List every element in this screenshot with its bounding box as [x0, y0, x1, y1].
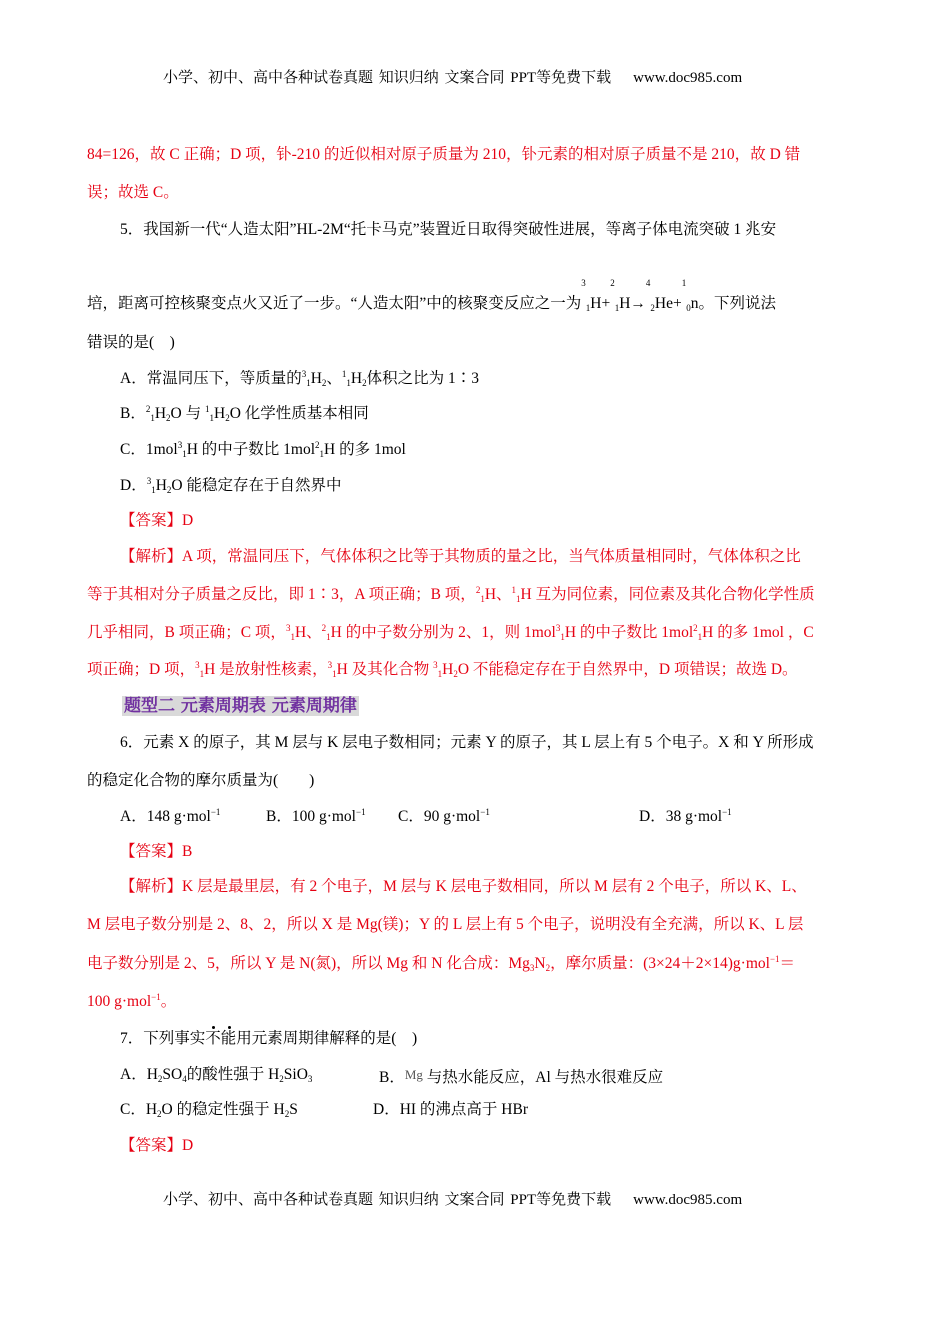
- subscript: 1: [480, 594, 485, 604]
- text-segment: D．38 g·mol: [639, 808, 723, 825]
- option-b: [266, 807, 366, 827]
- section-heading: [122, 696, 359, 717]
- text-segment: H 的多 1mol: [324, 441, 406, 458]
- subscript: 3: [307, 1074, 313, 1084]
- text-segment: 电子数分别是 2、5，所以 Y 是 N(氮)，所以 Mg 和 N 化合成：Mg: [87, 955, 530, 972]
- text-segment: A．148 g·mol: [120, 808, 211, 825]
- option-a: [120, 807, 220, 827]
- text-segment: H→: [619, 295, 646, 312]
- text-segment: H: [442, 661, 454, 678]
- text-segment: SO: [162, 1066, 183, 1083]
- subscript: 2: [284, 1109, 290, 1119]
- text-segment: H 的中子数比 1mol: [186, 441, 316, 458]
- superscript: −1: [769, 954, 780, 964]
- subscript: 1: [585, 303, 591, 313]
- explanation-line: [87, 623, 814, 643]
- subscript: 1: [151, 485, 156, 495]
- subscript: 1: [199, 669, 205, 679]
- option-d: D．HI 的沸点高于 HBr: [373, 1101, 528, 1118]
- subscript: 2: [650, 303, 655, 313]
- subscript: 2: [166, 413, 171, 423]
- subscript: 1: [319, 449, 325, 459]
- mg-formula-image: Mg: [404, 1067, 423, 1082]
- subscript: 1: [560, 632, 565, 642]
- text-segment: 项正确；D 项，: [87, 661, 196, 678]
- superscript: 3: [285, 623, 291, 633]
- section-title: 题型二 元素周期表 元素周期律: [124, 696, 357, 716]
- subscript: 2: [157, 1074, 163, 1084]
- text-segment: C．1mol: [120, 441, 178, 458]
- option-b: [120, 404, 369, 424]
- subscript: 4: [182, 1074, 187, 1084]
- superscript: 2: [321, 623, 327, 633]
- option-d: [639, 807, 732, 827]
- subscript: 1: [209, 413, 214, 423]
- superscript: −1: [356, 807, 366, 817]
- text-segment: B．: [120, 405, 146, 422]
- text-segment: O 的稳定性强于 H: [161, 1101, 285, 1118]
- question-6-stem: 6．元素 X 的原子，其 M 层与 K 层电子数相同；元素 Y 的原子，其 L 层上有 5 个电子。X 和 Y 所形成: [120, 734, 814, 751]
- text-segment: A．常温同压下，等质量的: [120, 370, 302, 387]
- answer: 【答案】D: [120, 512, 194, 529]
- stem-text: 用元素周期律解释的是( ): [236, 1030, 418, 1047]
- text-segment: O 不能稳定存在于自然界中，D 项错误；故选 D。: [457, 661, 798, 678]
- subscript: 2: [279, 1074, 284, 1084]
- superscript: 3: [327, 660, 333, 670]
- explanation-line: [87, 585, 815, 605]
- text-segment: S: [289, 1101, 298, 1118]
- text-segment: H: [310, 370, 322, 387]
- text-segment: 100 g·mol: [87, 993, 152, 1010]
- text-segment: O 化学性质基本相同: [229, 405, 369, 422]
- subscript: 1: [516, 594, 521, 604]
- text-segment: 体积之比为 1∶3: [366, 370, 480, 387]
- option-text: 与热水能反应，Al 与热水很难反应: [422, 1069, 664, 1086]
- explanation-line: [87, 660, 798, 680]
- option-d: [120, 476, 341, 496]
- text-segment: D．: [120, 477, 147, 494]
- text-segment: A．H: [120, 1066, 158, 1083]
- subscript: 3: [529, 963, 535, 973]
- subscript: 2: [225, 413, 230, 423]
- text-segment: H 及其化合物: [336, 661, 434, 678]
- superscript: 1: [681, 278, 687, 288]
- text-segment: O 与: [170, 405, 205, 422]
- header-site: www.doc985.com: [633, 70, 743, 86]
- text-segment: H、: [484, 586, 512, 603]
- text-segment: C．H: [120, 1101, 158, 1118]
- text-segment: N: [534, 955, 546, 972]
- text-segment: H: [155, 477, 167, 494]
- explanation-line: 【解析】A 项，常温同压下，气体体积之比等于其物质的量之比，当气体质量相同时，气体体积之比: [120, 548, 801, 565]
- superscript: 2: [693, 623, 698, 633]
- subscript: 2: [453, 669, 458, 679]
- option-a: [120, 1065, 312, 1085]
- subscript: 1: [346, 378, 351, 388]
- text-segment: H 是放射性核素，: [204, 661, 328, 678]
- superscript: 2: [475, 585, 481, 595]
- emphasis-text: 不: [205, 1030, 221, 1047]
- superscript: 1: [341, 369, 347, 379]
- prev-explanation-line: 误；故选 C。: [87, 184, 179, 201]
- subscript: 2: [166, 485, 172, 495]
- text-segment: 、: [326, 370, 342, 387]
- superscript: 2: [315, 440, 320, 450]
- option-c: [120, 440, 406, 460]
- text-segment: C．90 g·mol: [398, 808, 481, 825]
- superscript: −1: [722, 807, 732, 817]
- question-5-stem: 5．我国新一代“人造太阳”HL-2M“托卡马克”装置近日取得突破性进展，等离子体电流突破 1 兆安: [120, 221, 777, 238]
- footer-site: www.doc985.com: [633, 1192, 743, 1208]
- text-segment: O 能稳定存在于自然界中: [171, 477, 342, 494]
- text-segment: H: [214, 405, 226, 422]
- text-segment: H 的中子数分别为 2、1，则 1mol: [330, 624, 556, 641]
- text-segment: H 互为同位素，同位素及其化合物化学性质: [520, 586, 815, 603]
- page-footer: [163, 1190, 742, 1210]
- option-c: [120, 1100, 298, 1120]
- subscript: 2: [362, 378, 367, 388]
- subscript: 1: [437, 669, 443, 679]
- option-a: [120, 369, 479, 389]
- superscript: −1: [151, 992, 161, 1002]
- explanation-line: [87, 954, 795, 974]
- text-segment: ＝: [779, 955, 796, 972]
- subscript: 1: [326, 632, 331, 642]
- text-segment: H: [154, 405, 167, 422]
- superscript: −1: [480, 807, 490, 817]
- text-segment: 培，距离可控核聚变点火又近了一步。“人造太阳”中的核聚变反应之一为: [87, 295, 582, 312]
- subscript: 1: [290, 632, 295, 642]
- stem-text: 7．下列事实: [120, 1030, 206, 1047]
- footer-text: 小学、初中、高中各种试卷真题 知识归纳 文案合同 PPT等免费下载: [163, 1192, 612, 1208]
- text-segment: 的酸性强于 H: [186, 1066, 280, 1083]
- option-c: [398, 807, 490, 827]
- subscript: 1: [306, 378, 311, 388]
- superscript: −1: [210, 807, 221, 817]
- option-label: B．: [379, 1069, 405, 1086]
- superscript: 3: [301, 369, 307, 379]
- superscript: 1: [511, 585, 517, 595]
- subscript: 1: [150, 413, 155, 423]
- subscript: 1: [332, 669, 337, 679]
- text-segment: 等于其相对分子质量之反比，即 1∶3，A 项正确；B 项，: [87, 586, 476, 603]
- text-segment: B．100 g·mol: [266, 808, 356, 825]
- text-segment: H+: [590, 295, 611, 312]
- subscript: 2: [545, 963, 551, 973]
- superscript: 3: [433, 660, 438, 670]
- emphasis-text: 能: [220, 1030, 237, 1047]
- question-5-stem-equation: [87, 278, 776, 314]
- answer: 【答案】B: [120, 843, 193, 860]
- text-segment: SiO: [283, 1066, 308, 1083]
- text-segment: n。下列说法: [690, 295, 776, 312]
- subscript: 1: [614, 303, 620, 313]
- superscript: 3: [177, 440, 183, 450]
- explanation-line: M 层电子数分别是 2、8、2，所以 X 是 Mg(镁)；Y 的 L 层上有 5 个电子，说明没有全充满，所以 K、L 层: [87, 916, 804, 933]
- text-segment: 。: [160, 993, 177, 1010]
- superscript: 3: [195, 660, 200, 670]
- superscript: 3: [581, 278, 586, 288]
- question-5-stem: 错误的是( ): [87, 334, 175, 351]
- text-segment: 几乎相同，B 项正确；C 项，: [87, 624, 286, 641]
- subscript: 0: [686, 303, 691, 313]
- subscript: 1: [182, 449, 187, 459]
- superscript: 3: [146, 476, 152, 486]
- text-segment: H: [350, 370, 363, 387]
- text-segment: H 的中子数比 1mol: [564, 624, 694, 641]
- text-segment: H、: [294, 624, 322, 641]
- header-text: 小学、初中、高中各种试卷真题 知识归纳 文案合同 PPT等免费下载: [163, 70, 612, 86]
- text-segment: He+: [654, 295, 682, 312]
- page-header: [163, 68, 742, 88]
- option-b: [379, 1065, 663, 1088]
- superscript: 1: [205, 404, 210, 414]
- subscript: 1: [697, 632, 703, 642]
- question-6-stem: 的稳定化合物的摩尔质量为( ): [87, 772, 315, 789]
- question-7-stem: [120, 1029, 417, 1049]
- superscript: 4: [645, 278, 651, 288]
- explanation-line: [87, 992, 176, 1012]
- subscript: 2: [157, 1109, 162, 1119]
- prev-explanation-line: 84=126，故 C 正确；D 项，钋-210 的近似相对原子质量为 210，钋元素的相对原子质量不是 210，故 D 错: [87, 146, 801, 163]
- superscript: 2: [145, 404, 151, 414]
- text-segment: H 的多 1mol ，C: [702, 624, 814, 641]
- explanation-line: 【解析】K 层是最里层，有 2 个电子，M 层与 K 层电子数相同，所以 M 层有 2 个电子，所以 K、L、: [120, 878, 807, 895]
- subscript: 2: [321, 378, 327, 388]
- superscript: 2: [610, 278, 615, 288]
- text-segment: ，摩尔质量：(3×24＋2×14)g·mol: [550, 955, 770, 972]
- answer: 【答案】D: [120, 1137, 194, 1154]
- superscript: 3: [555, 623, 561, 633]
